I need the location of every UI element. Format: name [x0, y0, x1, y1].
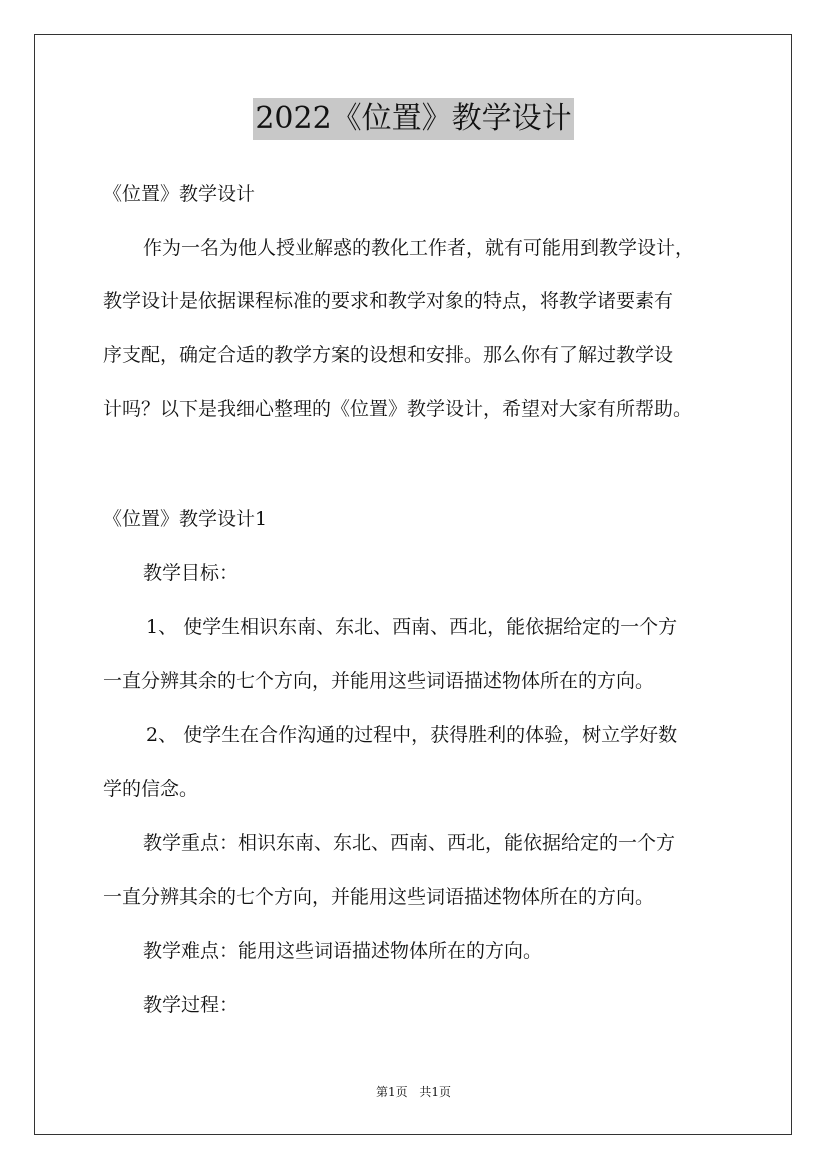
paragraph-line: 教学目标： — [143, 562, 239, 584]
page-total: 共1页 — [419, 1085, 452, 1099]
paragraph-line: 2、 使学生在合作沟通的过程中，获得胜利的体验，树立学好数 — [146, 724, 678, 746]
paragraph-line: 作为一名为他人授业解惑的教化工作者，就有可能用到教学设计， — [143, 237, 695, 259]
title-container — [0, 98, 827, 140]
section-heading: 《位置》教学设计1 — [103, 508, 268, 530]
page-footer — [0, 1083, 827, 1100]
paragraph-line: 一直分辨其余的七个方向，并能用这些词语描述物体所在的方向。 — [103, 886, 655, 908]
paragraph-line: 教学设计是依据课程标准的要求和教学对象的特点，将教学诸要素有 — [103, 290, 674, 312]
paragraph-line: 学的信念。 — [103, 778, 199, 800]
paragraph-line: 教学过程： — [143, 994, 239, 1016]
paragraph-line: 教学难点：能用这些词语描述物体所在的方向。 — [143, 940, 543, 962]
document-title: 2022《位置》教学设计 — [253, 98, 573, 140]
paragraph-line: 一直分辨其余的七个方向，并能用这些词语描述物体所在的方向。 — [103, 670, 655, 692]
subtitle-line: 《位置》教学设计 — [103, 183, 256, 205]
paragraph-line: 1、 使学生相识东南、东北、西南、西北，能依据给定的一个方 — [146, 616, 678, 638]
paragraph-line: 序支配，确定合适的教学方案的设想和安排。那么你有了解过教学设 — [103, 344, 674, 366]
page-number: 第1页 — [375, 1085, 408, 1099]
paragraph-line: 教学重点：相识东南、东北、西南、西北，能依据给定的一个方 — [143, 832, 676, 854]
paragraph-line: 计吗？以下是我细心整理的《位置》教学设计，希望对大家有所帮助。 — [103, 398, 693, 420]
